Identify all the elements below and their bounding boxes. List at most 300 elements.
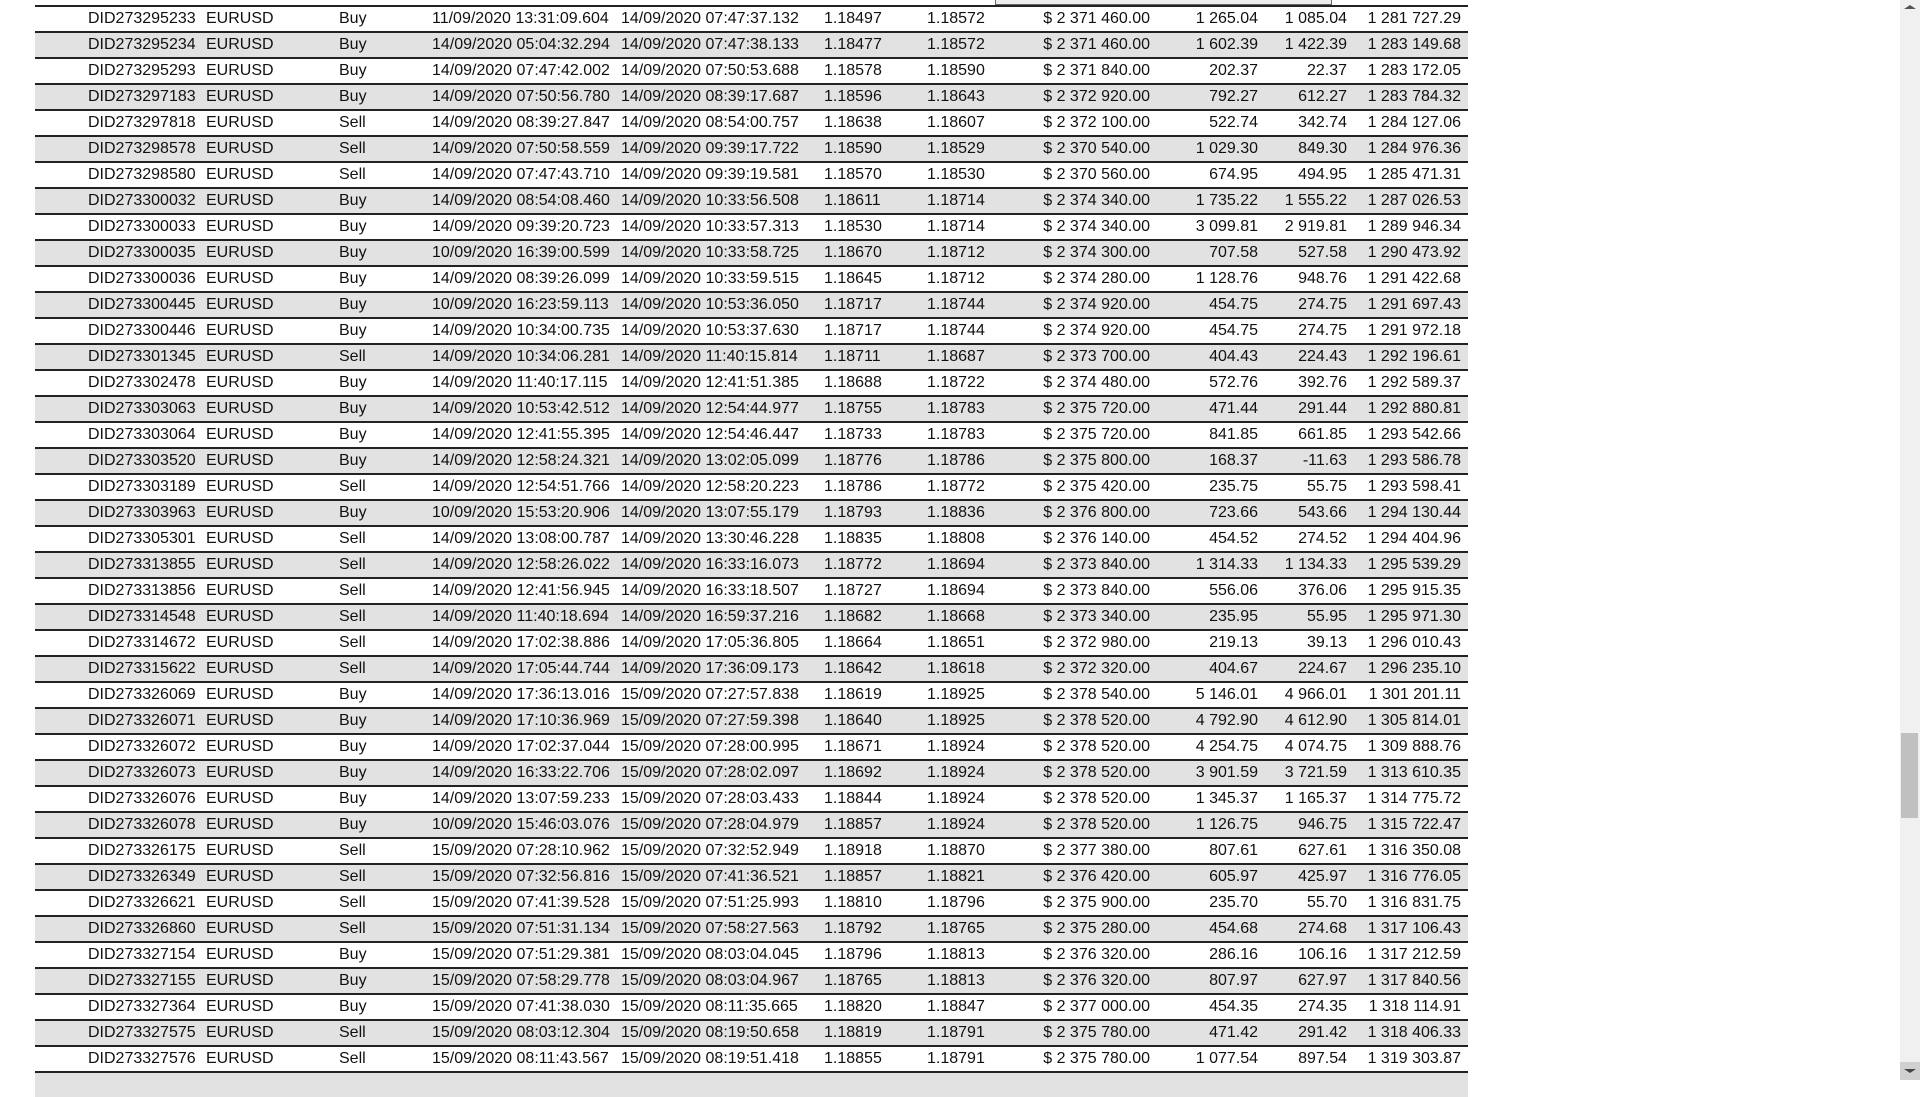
cell-open-time: 14/09/2020 08:54:08.460 — [432, 192, 610, 209]
cell-type: Buy — [339, 296, 367, 313]
cell-value: $ 2 375 800.00 — [1043, 452, 1150, 469]
cell-open-time: 14/09/2020 17:02:38.886 — [432, 634, 610, 651]
cell-close-time: 14/09/2020 12:54:44.977 — [621, 400, 799, 417]
cell-id: DID273301345 — [88, 348, 196, 365]
table-row[interactable] — [35, 83, 1468, 109]
table-row[interactable] — [35, 785, 1468, 811]
cell-profit: 286.16 — [1209, 946, 1258, 963]
cell-profit: 1 602.39 — [1195, 36, 1258, 53]
cell-close-price: 1.18694 — [927, 582, 985, 599]
scroll-down-arrow-icon[interactable] — [1904, 1069, 1916, 1073]
cell-close-time: 14/09/2020 13:30:46.228 — [621, 530, 799, 547]
table-row[interactable] — [35, 369, 1468, 395]
cell-open-price: 1.18530 — [824, 218, 882, 235]
cell-open-price: 1.18642 — [824, 660, 882, 677]
cell-open-price: 1.18733 — [824, 426, 882, 443]
cell-symbol: EURUSD — [206, 322, 274, 339]
cell-type: Buy — [339, 10, 367, 27]
cell-close-price: 1.18668 — [927, 608, 985, 625]
cell-profit: 522.74 — [1209, 114, 1258, 131]
cell-value: $ 2 374 480.00 — [1043, 374, 1150, 391]
cell-net: 55.70 — [1306, 894, 1347, 911]
cell-net: 946.75 — [1298, 816, 1347, 833]
cell-balance: 1 316 350.08 — [1367, 842, 1461, 859]
cell-net: 39.13 — [1306, 634, 1347, 651]
cell-value: $ 2 373 840.00 — [1043, 582, 1150, 599]
cell-open-time: 14/09/2020 05:04:32.294 — [432, 36, 610, 53]
cell-close-time: 14/09/2020 10:53:37.630 — [621, 322, 799, 339]
cell-close-price: 1.18847 — [927, 998, 985, 1015]
cell-profit: 4 792.90 — [1195, 712, 1258, 729]
table-row[interactable] — [35, 759, 1468, 785]
cell-close-time: 15/09/2020 07:27:59.398 — [621, 712, 799, 729]
cell-value: $ 2 372 920.00 — [1043, 88, 1150, 105]
cell-open-price: 1.18810 — [824, 894, 882, 911]
cell-balance: 1 295 971.30 — [1367, 608, 1461, 625]
cell-close-price: 1.18791 — [927, 1024, 985, 1041]
cell-type: Buy — [339, 218, 367, 235]
cell-close-price: 1.18813 — [927, 972, 985, 989]
cell-open-time: 14/09/2020 12:58:26.022 — [432, 556, 610, 573]
cell-value: $ 2 375 900.00 — [1043, 894, 1150, 911]
cell-balance: 1 291 422.68 — [1367, 270, 1461, 287]
cell-symbol: EURUSD — [206, 790, 274, 807]
cell-open-time: 10/09/2020 16:23:59.113 — [432, 296, 609, 313]
cell-open-price: 1.18590 — [824, 140, 882, 157]
cell-id: DID273326349 — [88, 868, 196, 885]
cell-type: Sell — [339, 608, 366, 625]
cell-close-time: 14/09/2020 11:40:15.814 — [621, 348, 798, 365]
cell-profit: 3 099.81 — [1195, 218, 1258, 235]
cell-open-price: 1.18664 — [824, 634, 882, 651]
cell-open-price: 1.18670 — [824, 244, 882, 261]
cell-value: $ 2 375 720.00 — [1043, 400, 1150, 417]
cell-profit: 841.85 — [1209, 426, 1258, 443]
cell-type: Buy — [339, 972, 367, 989]
cell-close-time: 15/09/2020 07:28:02.097 — [621, 764, 799, 781]
cell-symbol: EURUSD — [206, 478, 274, 495]
cell-profit: 807.61 — [1209, 842, 1258, 859]
cell-value: $ 2 373 840.00 — [1043, 556, 1150, 573]
cell-open-time: 14/09/2020 10:34:06.281 — [432, 348, 610, 365]
cell-open-price: 1.18497 — [824, 10, 882, 27]
trade-history-table — [35, 0, 1468, 1080]
cell-open-price: 1.18711 — [824, 348, 881, 365]
cell-close-time: 14/09/2020 10:33:57.313 — [621, 218, 799, 235]
cell-open-time: 14/09/2020 12:58:24.321 — [432, 452, 610, 469]
cell-value: $ 2 372 320.00 — [1043, 660, 1150, 677]
cell-net: 849.30 — [1298, 140, 1347, 157]
cell-net: -11.63 — [1302, 452, 1347, 469]
cell-symbol: EURUSD — [206, 62, 274, 79]
cell-open-price: 1.18717 — [824, 322, 882, 339]
cell-net: 274.52 — [1298, 530, 1347, 547]
table-row[interactable] — [35, 187, 1468, 213]
cell-type: Sell — [339, 660, 366, 677]
cell-close-time: 14/09/2020 13:07:55.179 — [621, 504, 799, 521]
cell-net: 55.75 — [1306, 478, 1347, 495]
cell-close-price: 1.18924 — [927, 764, 985, 781]
cell-open-time: 14/09/2020 07:47:42.002 — [432, 62, 610, 79]
cell-value: $ 2 373 340.00 — [1043, 608, 1150, 625]
cell-symbol: EURUSD — [206, 10, 274, 27]
cell-close-price: 1.18714 — [927, 192, 985, 209]
cell-value: $ 2 371 840.00 — [1043, 62, 1150, 79]
cell-profit: 556.06 — [1209, 582, 1258, 599]
cell-close-price: 1.18783 — [927, 400, 985, 417]
cell-value: $ 2 374 340.00 — [1043, 218, 1150, 235]
cell-net: 106.16 — [1298, 946, 1347, 963]
cell-close-price: 1.18924 — [927, 738, 985, 755]
cell-symbol: EURUSD — [206, 998, 274, 1015]
cell-profit: 202.37 — [1209, 62, 1258, 79]
cell-balance: 1 317 840.56 — [1367, 972, 1461, 989]
cell-value: $ 2 374 920.00 — [1043, 322, 1150, 339]
table-row[interactable] — [35, 863, 1468, 889]
cell-profit: 707.58 — [1209, 244, 1258, 261]
cell-open-price: 1.18578 — [824, 62, 882, 79]
table-row-partial[interactable] — [35, 1071, 1468, 1097]
cell-open-price: 1.18611 — [824, 192, 881, 209]
cell-id: DID273297818 — [88, 114, 196, 131]
cell-net: 224.43 — [1298, 348, 1347, 365]
cell-type: Buy — [339, 244, 367, 261]
cell-open-time: 14/09/2020 12:41:55.395 — [432, 426, 610, 443]
cell-close-time: 14/09/2020 07:47:37.132 — [621, 10, 799, 27]
cell-net: 612.27 — [1298, 88, 1347, 105]
cell-profit: 1 314.33 — [1195, 556, 1258, 573]
table-row[interactable] — [35, 213, 1468, 239]
cell-type: Sell — [339, 582, 366, 599]
cell-net: 494.95 — [1298, 166, 1347, 183]
cell-open-time: 14/09/2020 11:40:17.115 — [432, 374, 608, 391]
cell-value: $ 2 378 520.00 — [1043, 790, 1150, 807]
cell-value: $ 2 372 100.00 — [1043, 114, 1150, 131]
cell-type: Buy — [339, 712, 367, 729]
cell-value: $ 2 370 560.00 — [1043, 166, 1150, 183]
table-row[interactable] — [35, 889, 1468, 915]
cell-type: Sell — [339, 140, 366, 157]
cell-value: $ 2 375 780.00 — [1043, 1050, 1150, 1067]
cell-profit: 792.27 — [1209, 88, 1258, 105]
cell-open-time: 14/09/2020 12:54:51.766 — [432, 478, 610, 495]
cell-close-price: 1.18791 — [927, 1050, 985, 1067]
cell-type: Buy — [339, 998, 367, 1015]
table-row[interactable] — [35, 941, 1468, 967]
cell-profit: 1 265.04 — [1195, 10, 1258, 27]
cell-open-time: 14/09/2020 08:39:27.847 — [432, 114, 610, 131]
cell-id: DID273302478 — [88, 374, 196, 391]
cell-open-time: 10/09/2020 15:46:03.076 — [432, 816, 610, 833]
cell-value: $ 2 374 340.00 — [1043, 192, 1150, 209]
cell-net: 291.42 — [1298, 1024, 1347, 1041]
cell-close-time: 14/09/2020 09:39:19.581 — [621, 166, 799, 183]
table-row[interactable] — [35, 499, 1468, 525]
table-row[interactable] — [35, 1019, 1468, 1045]
cell-balance: 1 295 915.35 — [1367, 582, 1461, 599]
table-row[interactable] — [35, 265, 1468, 291]
cell-open-price: 1.18796 — [824, 946, 882, 963]
cell-value: $ 2 376 320.00 — [1043, 946, 1150, 963]
cell-balance: 1 293 598.41 — [1367, 478, 1461, 495]
cell-balance: 1 292 880.81 — [1367, 400, 1461, 417]
table-row[interactable] — [35, 603, 1468, 629]
cell-close-time: 15/09/2020 07:51:25.993 — [621, 894, 799, 911]
cell-open-time: 14/09/2020 10:34:00.735 — [432, 322, 610, 339]
table-row[interactable] — [35, 473, 1468, 499]
cell-value: $ 2 374 280.00 — [1043, 270, 1150, 287]
cell-close-price: 1.18572 — [927, 10, 985, 27]
cell-close-time: 15/09/2020 07:58:27.563 — [621, 920, 799, 937]
cell-open-time: 14/09/2020 13:07:59.233 — [432, 790, 610, 807]
cell-symbol: EURUSD — [206, 244, 274, 261]
cell-open-price: 1.18619 — [824, 686, 882, 703]
cell-balance: 1 292 196.61 — [1367, 348, 1461, 365]
cell-balance: 1 284 976.36 — [1367, 140, 1461, 157]
cell-close-time: 14/09/2020 10:33:59.515 — [621, 270, 799, 287]
cell-close-price: 1.18643 — [927, 88, 985, 105]
scroll-up-arrow-icon[interactable] — [1904, 5, 1916, 9]
cell-open-price: 1.18918 — [824, 842, 882, 859]
cell-id: DID273326069 — [88, 686, 196, 703]
table-row[interactable] — [35, 239, 1468, 265]
cell-type: Buy — [339, 192, 367, 209]
cell-open-price: 1.18819 — [824, 1024, 882, 1041]
cell-open-time: 14/09/2020 07:50:58.559 — [432, 140, 610, 157]
cell-close-time: 14/09/2020 07:47:38.133 — [621, 36, 799, 53]
table-row[interactable] — [35, 161, 1468, 187]
cell-balance: 1 281 727.29 — [1367, 10, 1461, 27]
cell-profit: 1 345.37 — [1195, 790, 1258, 807]
cell-balance: 1 289 946.34 — [1367, 218, 1461, 235]
cell-open-time: 14/09/2020 07:47:43.710 — [432, 166, 610, 183]
cell-type: Sell — [339, 634, 366, 651]
cell-value: $ 2 378 520.00 — [1043, 738, 1150, 755]
cell-profit: 1 029.30 — [1195, 140, 1258, 157]
scrollbar-thumb[interactable] — [1901, 733, 1918, 818]
table-row[interactable] — [35, 291, 1468, 317]
cell-net: 291.44 — [1298, 400, 1347, 417]
cell-type: Sell — [339, 920, 366, 937]
table-row[interactable] — [35, 707, 1468, 733]
cell-type: Buy — [339, 738, 367, 755]
cell-type: Sell — [339, 556, 366, 573]
cell-net: 392.76 — [1298, 374, 1347, 391]
table-row[interactable] — [35, 993, 1468, 1019]
cell-balance: 1 319 303.87 — [1367, 1050, 1461, 1067]
cell-balance: 1 318 406.33 — [1367, 1024, 1461, 1041]
vertical-scrollbar[interactable] — [1900, 0, 1920, 1080]
cell-symbol: EURUSD — [206, 400, 274, 417]
table-row[interactable] — [35, 109, 1468, 135]
cell-symbol: EURUSD — [206, 1024, 274, 1041]
cell-type: Buy — [339, 452, 367, 469]
cell-id: DID273300445 — [88, 296, 196, 313]
cell-close-time: 14/09/2020 12:58:20.223 — [621, 478, 799, 495]
cell-id: DID273326073 — [88, 764, 196, 781]
cell-id: DID273315622 — [88, 660, 196, 677]
cell-id: DID273326078 — [88, 816, 196, 833]
cell-close-time: 14/09/2020 10:33:58.725 — [621, 244, 799, 261]
cell-id: DID273295293 — [88, 62, 196, 79]
cell-id: DID273300035 — [88, 244, 196, 261]
cell-open-time: 14/09/2020 16:33:22.706 — [432, 764, 610, 781]
cell-symbol: EURUSD — [206, 738, 274, 755]
cell-net: 527.58 — [1298, 244, 1347, 261]
cell-open-time: 14/09/2020 17:05:44.744 — [432, 660, 610, 677]
cell-symbol: EURUSD — [206, 452, 274, 469]
cell-close-price: 1.18796 — [927, 894, 985, 911]
table-row[interactable] — [35, 577, 1468, 603]
cell-value: $ 2 375 720.00 — [1043, 426, 1150, 443]
cell-id: DID273327364 — [88, 998, 196, 1015]
cell-symbol: EURUSD — [206, 972, 274, 989]
table-row[interactable] — [35, 733, 1468, 759]
cell-value: $ 2 373 700.00 — [1043, 348, 1150, 365]
cell-symbol: EURUSD — [206, 1050, 274, 1067]
cell-profit: 1 126.75 — [1195, 816, 1258, 833]
cell-balance: 1 284 127.06 — [1367, 114, 1461, 131]
cell-open-price: 1.18682 — [824, 608, 882, 625]
cell-id: DID273326175 — [88, 842, 196, 859]
table-row[interactable] — [35, 317, 1468, 343]
table-row[interactable] — [35, 343, 1468, 369]
cell-id: DID273300032 — [88, 192, 196, 209]
table-row[interactable] — [35, 447, 1468, 473]
cell-type: Buy — [339, 36, 367, 53]
cell-net: 1 422.39 — [1284, 36, 1347, 53]
cell-close-price: 1.18765 — [927, 920, 985, 937]
cell-open-price: 1.18772 — [824, 556, 882, 573]
cell-id: DID273326076 — [88, 790, 196, 807]
cell-id: DID273300036 — [88, 270, 196, 287]
cell-profit: 3 901.59 — [1195, 764, 1258, 781]
cell-id: DID273327154 — [88, 946, 196, 963]
cell-open-price: 1.18855 — [824, 1050, 882, 1067]
cell-type: Buy — [339, 88, 367, 105]
cell-id: DID273300033 — [88, 218, 196, 235]
cell-balance: 1 285 471.31 — [1367, 166, 1461, 183]
cell-profit: 235.70 — [1209, 894, 1258, 911]
cell-close-time: 14/09/2020 08:39:17.687 — [621, 88, 799, 105]
cell-type: Buy — [339, 946, 367, 963]
cell-profit: 404.67 — [1209, 660, 1258, 677]
cell-value: $ 2 376 420.00 — [1043, 868, 1150, 885]
cell-profit: 235.95 — [1209, 608, 1258, 625]
cell-balance: 1 291 697.43 — [1367, 296, 1461, 313]
table-row[interactable] — [35, 395, 1468, 421]
cell-id: DID273314548 — [88, 608, 196, 625]
table-row[interactable] — [35, 31, 1468, 57]
cell-close-time: 15/09/2020 08:11:35.665 — [621, 998, 798, 1015]
cell-open-price: 1.18477 — [824, 36, 882, 53]
cell-symbol: EURUSD — [206, 504, 274, 521]
cell-balance: 1 287 026.53 — [1367, 192, 1461, 209]
cell-value: $ 2 376 320.00 — [1043, 972, 1150, 989]
cell-symbol: EURUSD — [206, 296, 274, 313]
scroll-down-button[interactable] — [1900, 1062, 1920, 1080]
table-row[interactable] — [35, 811, 1468, 837]
table-row[interactable] — [35, 551, 1468, 577]
cell-id: DID273327575 — [88, 1024, 196, 1041]
cell-close-price: 1.18808 — [927, 530, 985, 547]
cell-value: $ 2 371 460.00 — [1043, 36, 1150, 53]
table-row[interactable] — [35, 629, 1468, 655]
cell-balance: 1 283 149.68 — [1367, 36, 1461, 53]
cell-close-price: 1.18924 — [927, 816, 985, 833]
cell-close-time: 14/09/2020 13:02:05.099 — [621, 452, 799, 469]
cell-profit: 454.75 — [1209, 322, 1258, 339]
cell-open-time: 15/09/2020 07:28:10.962 — [432, 842, 610, 859]
cell-id: DID273298578 — [88, 140, 196, 157]
cell-close-price: 1.18924 — [927, 790, 985, 807]
cell-symbol: EURUSD — [206, 270, 274, 287]
cell-close-price: 1.18925 — [927, 712, 985, 729]
table-row[interactable] — [35, 5, 1468, 31]
cell-id: DID273300446 — [88, 322, 196, 339]
cell-balance: 1 301 201.11 — [1368, 686, 1461, 703]
table-row[interactable] — [35, 915, 1468, 941]
cell-net: 1 165.37 — [1284, 790, 1347, 807]
cell-open-price: 1.18727 — [824, 582, 882, 599]
table-row[interactable] — [35, 655, 1468, 681]
cell-profit: 1 077.54 — [1195, 1050, 1258, 1067]
table-row[interactable] — [35, 681, 1468, 707]
cell-type: Buy — [339, 322, 367, 339]
cell-close-price: 1.18572 — [927, 36, 985, 53]
cell-type: Sell — [339, 530, 366, 547]
table-row[interactable] — [35, 1045, 1468, 1071]
table-row[interactable] — [35, 837, 1468, 863]
cell-value: $ 2 378 520.00 — [1043, 712, 1150, 729]
cell-balance: 1 295 539.29 — [1367, 556, 1461, 573]
cell-close-time: 15/09/2020 07:28:04.979 — [621, 816, 799, 833]
cell-net: 2 919.81 — [1284, 218, 1347, 235]
cell-open-time: 10/09/2020 16:39:00.599 — [432, 244, 610, 261]
cell-open-price: 1.18570 — [824, 166, 882, 183]
table-row[interactable] — [35, 525, 1468, 551]
cell-value: $ 2 375 280.00 — [1043, 920, 1150, 937]
cell-net: 897.54 — [1298, 1050, 1347, 1067]
cell-value: $ 2 371 460.00 — [1043, 10, 1150, 27]
cell-symbol: EURUSD — [206, 816, 274, 833]
cell-open-price: 1.18857 — [824, 816, 882, 833]
cell-id: DID273327576 — [88, 1050, 196, 1067]
cell-symbol: EURUSD — [206, 114, 274, 131]
cell-close-time: 15/09/2020 08:19:51.418 — [621, 1050, 799, 1067]
cell-open-time: 14/09/2020 11:40:18.694 — [432, 608, 609, 625]
cell-close-price: 1.18618 — [927, 660, 985, 677]
cell-open-price: 1.18717 — [824, 296, 882, 313]
cell-symbol: EURUSD — [206, 868, 274, 885]
cell-profit: 219.13 — [1209, 634, 1258, 651]
cell-close-price: 1.18712 — [927, 270, 985, 287]
cell-profit: 454.35 — [1209, 998, 1258, 1015]
cell-net: 627.97 — [1298, 972, 1347, 989]
cell-close-time: 14/09/2020 12:54:46.447 — [621, 426, 799, 443]
cell-balance: 1 317 212.59 — [1367, 946, 1461, 963]
cell-open-time: 14/09/2020 13:08:00.787 — [432, 530, 610, 547]
cell-symbol: EURUSD — [206, 374, 274, 391]
table-row[interactable] — [35, 967, 1468, 993]
cell-open-time: 15/09/2020 07:41:38.030 — [432, 998, 610, 1015]
table-row[interactable] — [35, 57, 1468, 83]
cell-type: Buy — [339, 504, 367, 521]
cell-id: DID273295234 — [88, 36, 196, 53]
cell-open-time: 14/09/2020 09:39:20.723 — [432, 218, 610, 235]
table-row[interactable] — [35, 135, 1468, 161]
table-row[interactable] — [35, 421, 1468, 447]
